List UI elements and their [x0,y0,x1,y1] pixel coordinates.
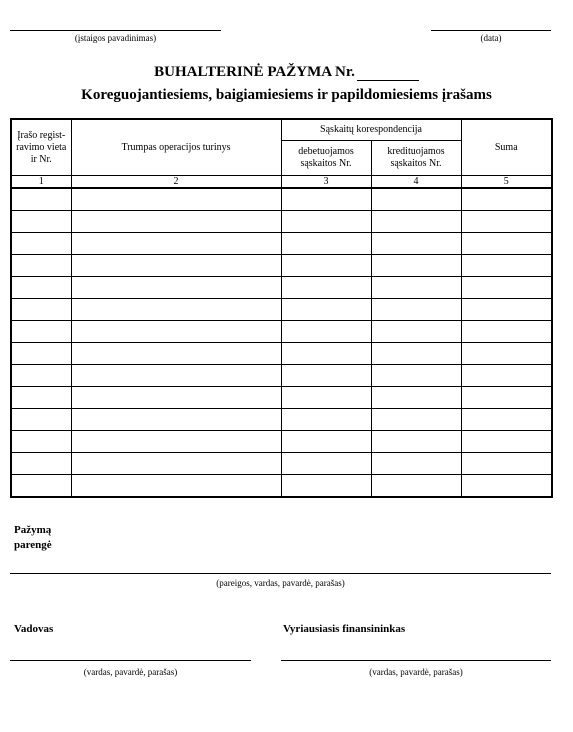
col-header-debit: debetuojamos sąskaitos Nr. [281,141,371,176]
table-row [11,188,552,211]
table-cell[interactable] [461,387,552,409]
table-cell[interactable] [371,453,461,475]
col-number: 5 [461,176,552,189]
col-header-registration: Įrašo regist-ravimo vieta ir Nr. [11,119,71,176]
table-cell[interactable] [461,475,552,498]
col-header-sum: Suma [461,119,552,176]
table-row [11,255,552,277]
table-cell[interactable] [71,188,281,211]
head-label: Vadovas [14,623,54,635]
table-cell[interactable] [71,475,281,498]
table-cell[interactable] [371,387,461,409]
table-cell[interactable] [71,343,281,365]
table-cell[interactable] [281,277,371,299]
table-cell[interactable] [281,365,371,387]
table-cell[interactable] [461,453,552,475]
table-row [11,365,552,387]
table-cell[interactable] [371,211,461,233]
table-row [11,387,552,409]
table-cell[interactable] [11,475,71,498]
table-cell[interactable] [281,431,371,453]
chief-financier-caption: (vardas, pavardė, parašas) [369,667,463,677]
table-cell[interactable] [461,321,552,343]
document-number-blank[interactable] [357,66,419,81]
table-row [11,453,552,475]
table-cell[interactable] [281,299,371,321]
table-cell[interactable] [461,188,552,211]
table-row [11,431,552,453]
document-title-text: BUHALTERINĖ PAŽYMA Nr. [154,64,355,80]
table-cell[interactable] [371,299,461,321]
table-cell[interactable] [71,365,281,387]
date-caption: (data) [480,33,502,43]
table-cell[interactable] [371,321,461,343]
table-cell[interactable] [461,233,552,255]
chief-financier-signature-line[interactable] [281,660,551,661]
table-row [11,211,552,233]
table-cell[interactable] [71,321,281,343]
chief-financier-label: Vyriausiasis finansininkas [283,623,406,635]
table-cell[interactable] [281,233,371,255]
table-cell[interactable] [461,299,552,321]
table-cell[interactable] [71,387,281,409]
table-row [11,321,552,343]
table-row [11,343,552,365]
table-row [11,299,552,321]
table-cell[interactable] [71,453,281,475]
table-row [11,409,552,431]
head-signature-line[interactable] [10,660,251,661]
table-cell[interactable] [11,277,71,299]
table-cell[interactable] [371,255,461,277]
table-cell[interactable] [11,299,71,321]
table-cell[interactable] [71,211,281,233]
date-line[interactable] [431,30,551,31]
table-row [11,475,552,498]
table-cell[interactable] [281,387,371,409]
table-cell[interactable] [11,321,71,343]
table-cell[interactable] [71,431,281,453]
table-cell[interactable] [11,211,71,233]
table-cell[interactable] [281,475,371,498]
institution-name-line[interactable] [10,30,221,31]
table-row [11,277,552,299]
table-cell[interactable] [71,255,281,277]
table-cell[interactable] [461,277,552,299]
table-cell[interactable] [461,211,552,233]
table-cell[interactable] [371,365,461,387]
table-cell[interactable] [11,365,71,387]
col-header-description: Trumpas operacijos turinys [71,119,281,176]
table-cell[interactable] [281,255,371,277]
table-cell[interactable] [461,343,552,365]
table-cell[interactable] [281,188,371,211]
col-header-correspondence: Sąskaitų korespondencija [281,119,461,141]
table-cell[interactable] [371,431,461,453]
document-subtitle: Koreguojantiesiems, baigiamiesiems ir papildomiesiems įrašams [81,87,492,103]
table-cell[interactable] [281,453,371,475]
table-cell[interactable] [371,475,461,498]
entries-table [10,118,553,498]
col-number: 4 [371,176,461,189]
table-cell[interactable] [11,343,71,365]
table-cell[interactable] [371,188,461,211]
table-cell[interactable] [281,321,371,343]
col-number: 1 [11,176,71,189]
col-number: 2 [71,176,281,189]
table-cell[interactable] [11,453,71,475]
prepared-by-label-line1: Pažymą [14,524,52,536]
table-cell[interactable] [71,299,281,321]
table-cell[interactable] [71,277,281,299]
table-cell[interactable] [281,409,371,431]
table-cell[interactable] [11,233,71,255]
prepared-by-caption: (pareigos, vardas, pavardė, parašas) [216,578,345,588]
table-cell[interactable] [371,277,461,299]
table-cell[interactable] [461,255,552,277]
table-cell[interactable] [11,188,71,211]
table-cell[interactable] [371,409,461,431]
table-cell[interactable] [461,365,552,387]
document-title [0,64,573,81]
table-cell[interactable] [281,343,371,365]
table-cell[interactable] [281,211,371,233]
table-cell[interactable] [461,431,552,453]
table-row [11,233,552,255]
table-cell[interactable] [71,409,281,431]
table-cell[interactable] [11,387,71,409]
institution-name-caption: (įstaigos pavadinimas) [74,33,157,43]
table-cell[interactable] [11,255,71,277]
prepared-by-label-line2: parengė [14,539,52,551]
prepared-by-line[interactable] [10,573,551,574]
table-cell[interactable] [11,431,71,453]
table-cell[interactable] [371,233,461,255]
prepared-by-label [14,523,52,553]
head-caption: (vardas, pavardė, parašas) [83,667,178,677]
col-header-credit: kredituojamos sąskaitos Nr. [371,141,461,176]
table-cell[interactable] [11,409,71,431]
table-cell[interactable] [461,409,552,431]
table-cell[interactable] [371,343,461,365]
table-cell[interactable] [71,233,281,255]
col-number: 3 [281,176,371,189]
